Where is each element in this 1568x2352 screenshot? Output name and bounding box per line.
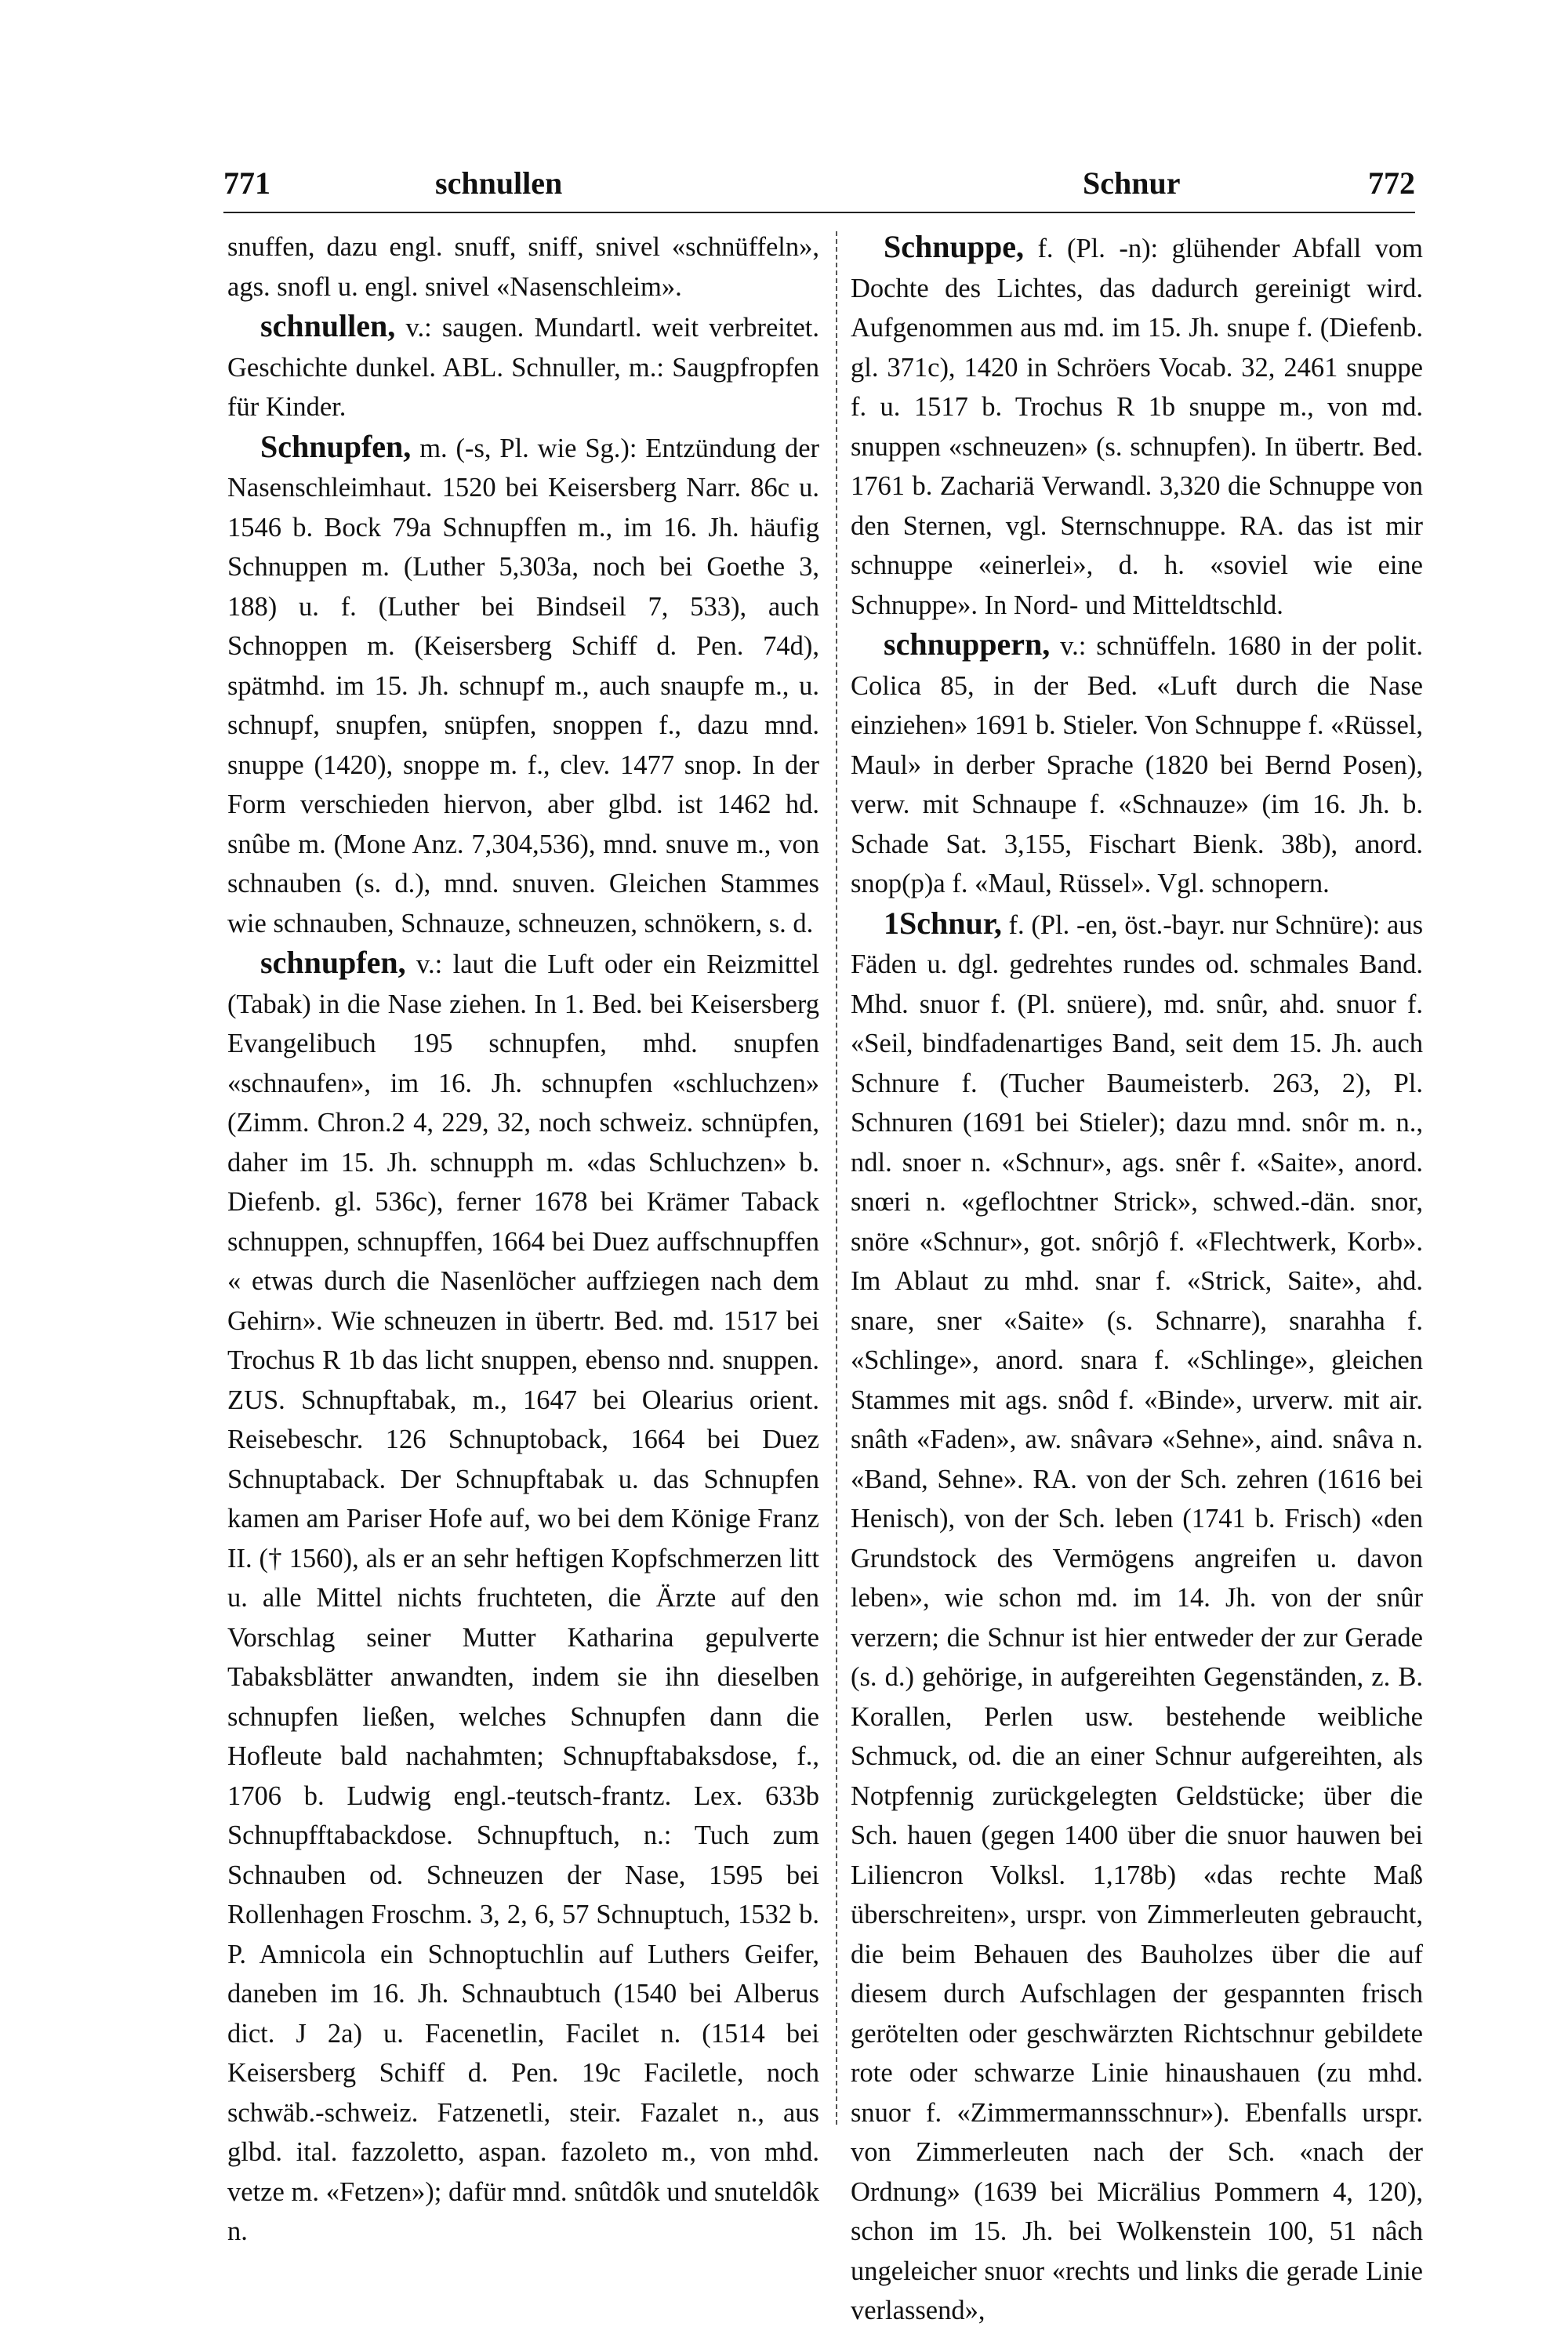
entry-headword: schnupfen, [260, 945, 406, 980]
entry-schnur [851, 904, 1423, 2331]
right-column [851, 227, 1423, 2331]
left-page-number: 771 [223, 165, 270, 201]
entry-schnupfen-verb [227, 943, 819, 2252]
entry-text: v.: laut die Luft oder ein Reizmittel (Tabak) in die Nase ziehen. In 1. Bed. bei Keisersberg Evangelibuch 195 schnupfen, mhd. snupfen «schnaufen», im 16. Jh. schnupfen «schluchzen» (Zimm. Chron.2 4, 229, 32, noch schweiz. schnüpfen, daher im 15. Jh. schnupph m. «das Schluchzen» b. Diefenb. gl. 536c), ferner 1678 bei Krämer Taback schnuppen, schnupffen, 1664 bei Duez auffschnupffen « etwas durch die Nasenlöcher auffziegen nach dem Gehirn». Wie schneuzen in übertr. Bed. md. 1517 bei Trochus R 1b das licht snuppen, ebenso nnd. snuppen. ZUS. Schnupftabak, m., 1647 bei Olearius orient. Reisebeschr. 126 Schnuptoback, 1664 bei Duez Schnuptaback. Der Schnupftabak u. das Schnupfen kamen am Pariser Hofe auf, wo bei dem Könige Franz II. († 1560), als er an sehr heftigen Kopfschmerzen litt u. alle Mittel nichts fruchteten, die Ärzte auf den Vorschlag seiner Mutter Katharina gepulverte Tabaksblätter anwandten, indem sie ihn dieselben schnupfen ließen, welches Schnupfen dann die Hofleute bald nachahmten; Schnupftabaksdose, f., 1706 b. Ludwig engl.-teutsch-frantz. Lex. 633b Schnupfftabackdose. Schnupftuch, n.: Tuch zum Schnauben od. Schneuzen der Nase, 1595 bei Rollenhagen Froschm. 3, 2, 6, 57 Schnuptuch, 1532 b. P. Amnicola ein Schnoptuchlin auf Luthers Geifer, daneben im 16. Jh. Schnaubtuch (1540 bei Alberus dict. J 2a) u. Facenetlin, Facilet n. (1514 bei Keisersberg Schiff d. Pen. 19c Faciletle, noch schwäb.-schweiz. Fatzenetli, steir. Fazalet n., aus glbd. ital. fazzoletto, aspan. fazoleto m., von mhd. vetze m. «Fetzen»); dafür mnd. snûtdôk und snuteldôk n. [227, 949, 819, 2246]
entry-headword: 1Schnur, [884, 905, 1002, 941]
entry-schnupfen-noun [227, 427, 819, 944]
entry-headword: schnuppern, [884, 626, 1051, 662]
entry-text: f. (Pl. -n): glühender Abfall vom Dochte des Lichtes, das dadurch gereinigt wird. Aufgenommen aus md. im 15. Jh. snupe f. (Diefenb. gl. 371c), 1420 in Schröers Vocab. 32, 2461 snuppe f. u. 1517 b. Trochus R 1b snuppe m., von md. snuppen «schneuzen» (s. schnupfen). In übertr. Bed. 1761 b. Zachariä Verwandl. 3,320 die Schnuppe von den Sternen, vgl. Sternschnuppe. RA. das ist mir schnuppe «einerlei», d. h. «soviel wie eine Schnuppe». In Nord- und Mitteldtschld. [851, 234, 1423, 620]
right-page-number: 772 [1368, 165, 1415, 201]
entry-text: v.: schnüffeln. 1680 in der polit. Colica 85, in der Bed. «Luft durch die Nase einziehen» 1691 b. Stieler. Von Schnuppe f. «Rüssel, Maul» in derber Sprache (1820 bei Bernd Posen), verw. mit Schnaupe f. «Schnauze» (im 16. Jh. b. Schade Sat. 3,155, Fischart Bienk. 38b), anord. snop(p)a f. «Maul, Rüssel». Vgl. schnopern. [851, 631, 1424, 898]
entry-text: m. (-s, Pl. wie Sg.): Entzündung der Nasenschleimhaut. 1520 bei Keisersberg Narr. 86c u. 1546 b. Bock 79a Schnupffen m., im 16. Jh. häufig Schnuppen m. (Luther 5,303a, noch bei Goethe 3, 188) u. f. (Luther bei Bindseil 7, 533), auch Schnoppen m. (Keisersberg Schiff d. Pen. 74d), spätmhd. im 15. Jh. schnupf m., auch snaupfe m., u. schnupf, snupfen, snüpfen, snoppen f., dazu mnd. snuppe (1420), snoppe m. f., clev. 1477 snop. In der Form verschieden hiervon, aber glbd. ist 1462 hd. snûbe m. (Mone Anz. 7,304,536), mnd. snuve m., von schnauben (s. d.), mnd. snuven. Gleichen Stammes wie schnauben, Schnauze, schneuzen, schnökern, s. d. [227, 433, 820, 938]
entry-text: f. (Pl. -en, öst.-bayr. nur Schnüre): aus Fäden u. dgl. gedrehtes rundes od. schmales Band. Mhd. snuor f. (Pl. snüere), md. snûr, ahd. snuor f. «Seil, bindfadenartiges Band, seit dem 15. Jh. auch Schnure f. (Tucher Baumeisterb. 263, 2), Pl. Schnuren (1691 bei Stieler); dazu mnd. snôr m. n., ndl. snoer n. «Schnur», ags. snêr f. «Saite», anord. snœri n. «geflochtner Strick», schwed.-dän. snor, snöre «Schnur», got. snôrjô f. «Flechtwerk, Korb». Im Ablaut zu mhd. snar f. «Strick, Saite», ahd. snare, sner «Saite» (s. Schnarre), snarahha f. «Schlinge», anord. snara f. «Schlinge», gleichen Stammes mit ags. snôd f. «Binde», urverw. mit air. snâth «Faden», aw. snâvarə «Sehne», aind. snâva n. «Band, Sehne». RA. von der Sch. zehren (1616 bei Henisch), von der Sch. leben (1741 b. Frisch) «den Grundstock des Vermögens angreifen u. davon leben», wie schon md. im 14. Jh. von der snûr verzern; die Schnur ist hier entweder der zur Gerade (s. d.) gehörige, in aufgereihten Gegenständen, z. B. Korallen, Perlen usw. bestehende weibliche Schmuck, od. die an einer Schnur aufgereihten, als Notpfennig zurückgelegten Geldstücke; über die Sch. hauen (gegen 1400 über die snuor hauwen bei Liliencron Volksl. 1,178b) «das rechte Maß überschreiten», urspr. von Zimmerleuten gebraucht, die beim Behauen des Bauholzes über die auf diesem durch Aufschlagen der gespannten frisch gerötelten oder geschwärzten Richtschnur gebildete rote oder schwarze Linie hinaushauen (zu mhd. snuor f. «Zimmermannsschnur»). Ebenfalls urspr. von Zimmerleuten nach der Sch. «nach der Ordnung» (1639 bei Micrälius Pommern 4, 120), schon im 15. Jh. bei Wolkenstein 100, 51 nâch ungeleicher snuor «rechts und links die gerade Linie verlassend», [851, 909, 1423, 2325]
entry-schnuppe [851, 227, 1423, 625]
entry-text: snuffen, dazu engl. snuff, sniff, snivel «schnüffeln», ags. snofl u. engl. snivel «Nasenschleim». [227, 232, 819, 302]
entry-headword: Schnuppe, [884, 229, 1024, 264]
left-running-headword: schnullen [435, 165, 563, 201]
entry-continuation [227, 227, 819, 307]
column-divider [836, 231, 837, 2125]
entry-schnuppern [851, 625, 1423, 904]
entry-text: v.: saugen. Mundartl. weit verbreitet. Geschichte dunkel. ABL. Schnuller, m.: Saugpfropfen für Kinder. [227, 313, 819, 422]
right-running-headword: Schnur [1083, 165, 1181, 201]
entry-schnullen [227, 307, 819, 427]
entry-headword: schnullen, [260, 308, 396, 343]
left-column [227, 227, 819, 2252]
entry-headword: Schnupfen, [260, 428, 412, 464]
page-header [223, 165, 1415, 213]
